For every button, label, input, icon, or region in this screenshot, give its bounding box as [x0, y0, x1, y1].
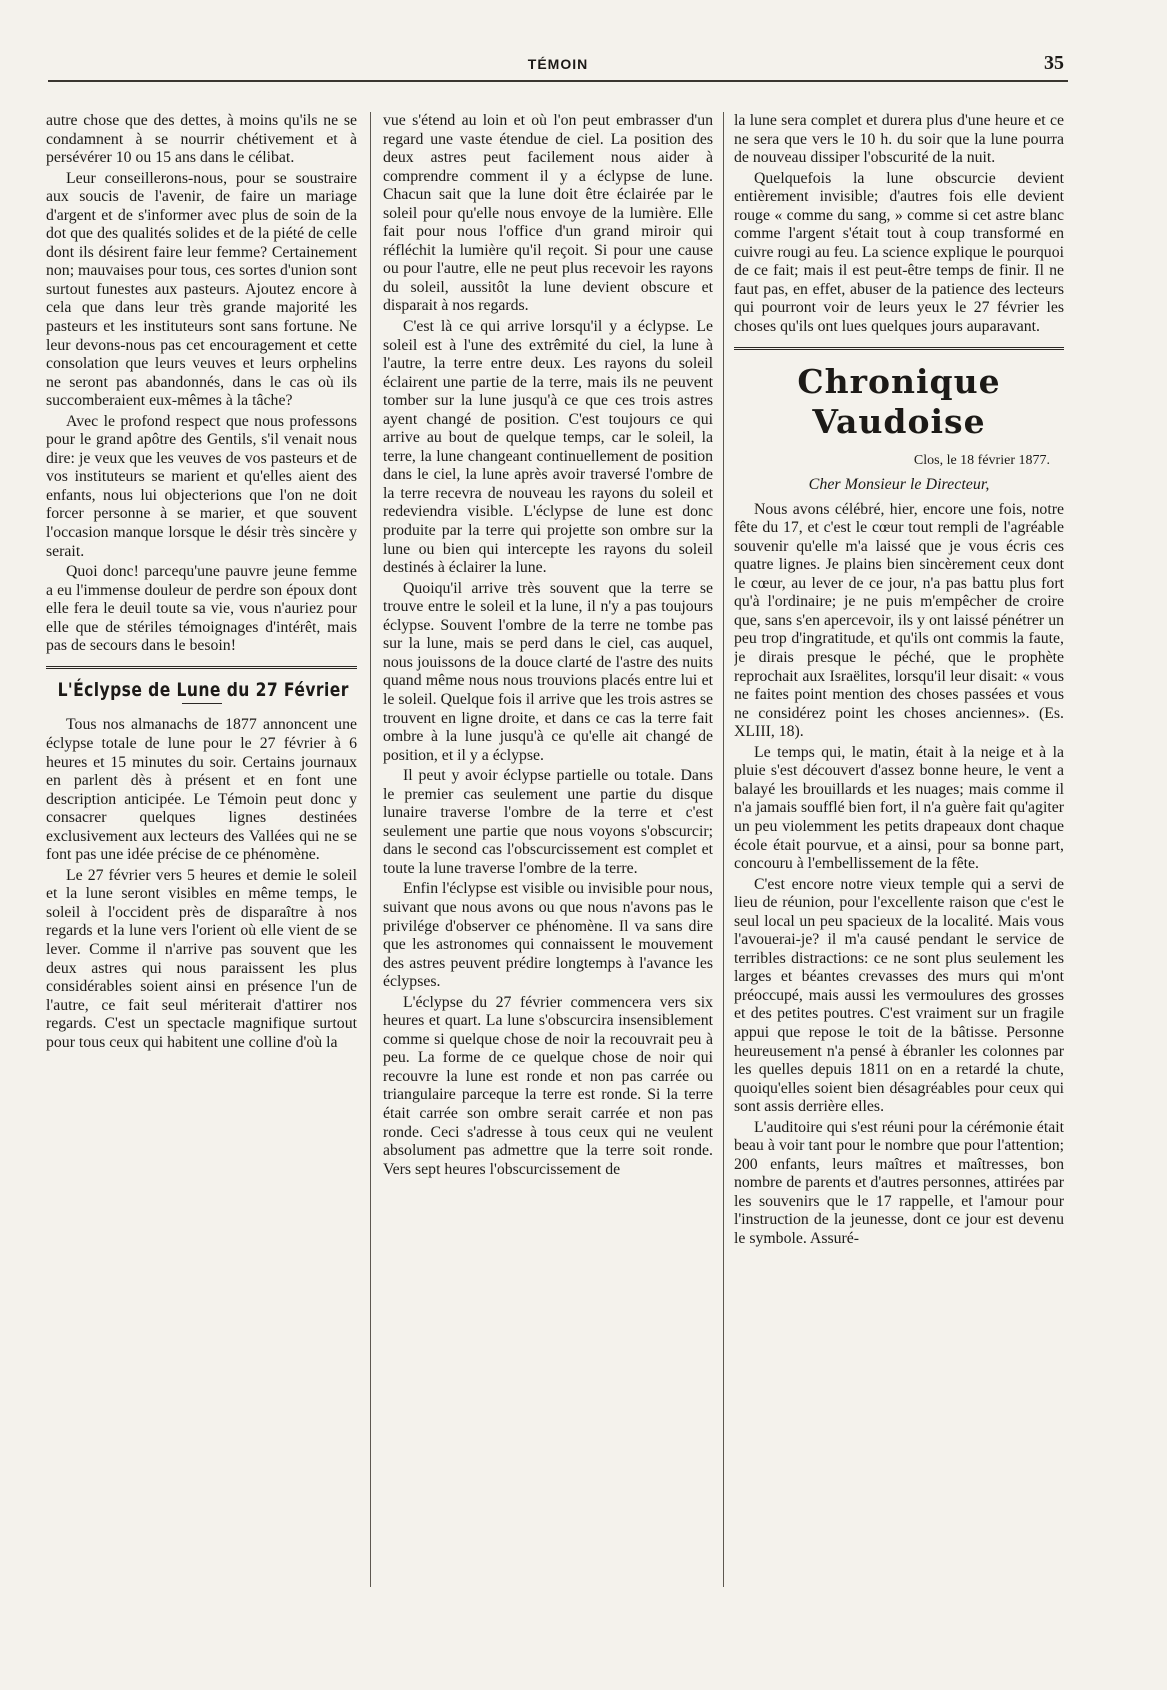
column-1: [46, 112, 357, 1672]
section-divider: [46, 666, 357, 669]
paragraph: L'auditoire qui s'est réuni pour la cérémonie était beau à voir tant pour le nombre que pour l'attention; 200 enfants, leurs maîtres et maîtresses, bon nombre de parents et d'autres personnes, attirées par les souvenirs que le 17 rappelle, et l'amour pour l'instruction de la jeunesse, dont ce jour est devenu le symbole. Assuré-: [734, 1118, 1064, 1247]
article-title: L'Éclypse de Lune du 27 Février: [57, 678, 349, 701]
paragraph: C'est là ce qui arrive lorsqu'il y a éclypse. Le soleil est à l'une des extrêmité du ciel, la lune à l'autre, la terre entre deux. Les rayons du soleil éclairent une partie de la terre, mais ils ne peuvent tomber sur la lune jusqu'à ce que ces trois astres ayent changé de position. C'est toujours ce qui arrive au bout de quelque temps, car le soleil, la terre, la lune changeant continuellement de position dans le ciel, la lune après avoir traversé l'ombre de la terre recevra de nouveau les rayons du soleil et redeviendra visible. L'éclypse de lune est donc produite par la terre qui projette son ombre sur la lune ou bien qui intercepte les rayons du soleil destinés à éclairer la lune.: [383, 318, 713, 577]
paragraph: L'éclypse du 27 février commencera vers six heures et quart. La lune s'obscurcira insensiblement comme si quelque chose de noir la recouvrait peu à peu. La forme de ce quelque chose de noir qui recouvre la lune est ronde et non pas carrée ou triangulaire parceque la terre est ronde. Si la terre était carrée son ombre serait carrée et non pas ronde. Ceci s'adresse à tous ceux qui ne veulent absolument pas admettre que la terre soit ronde. Vers sept heures l'obscurcissement de: [383, 993, 713, 1178]
paragraph: Quoiqu'il arrive très souvent que la terre se trouve entre le soleil et la lune, il n'y a pas toujours éclypse. Souvent l'ombre de la terre ne tombe pas sur la lune, mais se perd dans le ciel, cas auquel, nous jouissons de la douce clarté de l'astre des nuits quand même nous nous trouvions placés entre lui et le soleil. Quelque fois il arrive que les trois astres se trouvent en ligne droite, et dans ce cas la terre fait ombre à la lune jusqu'à ce qu'elle ait changé de position, et il y a éclypse.: [383, 579, 713, 764]
paragraph: Il peut y avoir éclypse partielle ou totale. Dans le premier cas seulement une partie du disque lunaire traverse l'ombre de la terre et c'est seulement une partie que nous voyons s'obscurcir; dans le second cas l'obscurcissement est complet et toute la lune traverse l'ombre de la terre.: [383, 767, 713, 877]
paragraph: la lune sera complet et durera plus d'une heure et ce ne sera que vers le 10 h. du soir que la lune pourra de nouveau dissiper l'obscurité de la nuit.: [734, 112, 1064, 167]
column-2: [383, 112, 713, 1672]
paragraph: Le temps qui, le matin, était à la neige et à la pluie s'est découvert d'assez bonne heure, le vent a balayé les brouillards et les nuages; mais comme il n'a jamais soufflé bien fort, il n'a guère fait qu'agiter un peu violemment les petits drapeaux dont chaque école était pourvue, et a ainsi, pour sa bonne part, concouru à l'embellissement de la fête.: [734, 743, 1064, 873]
paragraph: C'est encore notre vieux temple qui a servi de lieu de réunion, pour l'excellente raison que c'est le seul local un peu spacieux de la localité. Mais vous l'avouerai-je? il m'a causé pendant le service de terribles distractions: ce ne sont plus seulement les larges et béantes crevasses des murs qui m'ont préoccupé, mais aussi les vermoulures des grosses et des petites poutres. C'est vraiment sur un fragile appui que repose le toit de la bâtisse. Personne heureusement n'a pensé à ébranler les colonnes par les quelles depuis 1811 on en a retardé la chute, quoiqu'elles soient bien désagréables pour ceux qui sont assis derrière elles.: [734, 875, 1064, 1116]
paragraph: Enfin l'éclypse est visible ou invisible pour nous, suivant que nous avons ou que nous n'avons pas le privilége d'observer ce phénomène. Il va sans dire que les astronomes qui connaissent le mouvement des astres peuvent prédire longtemps à l'avance les éclypses.: [383, 880, 713, 991]
paragraph: Tous nos almanachs de 1877 annoncent une éclypse totale de lune pour le 27 février à 6 heures et 15 minutes du soir. Certains journaux en parlent dès à présent et en font une description anticipée. Le Témoin peut donc y consacrer quelques lignes destinées exclusivement aux lecteurs des Vallées qui ne se font pas une idée précise de ce phénomène.: [46, 716, 357, 864]
paragraph: autre chose que des dettes, à moins qu'ils ne se condamnent à se nourrir chétivement et à persévérer 10 ou 15 ans dans le célibat.: [46, 112, 357, 167]
salutation: Cher Monsieur le Directeur,: [808, 476, 990, 494]
paragraph: vue s'étend au loin et où l'on peut embrasser d'un regard une vaste étendue de ciel. La position des deux astres peut facilement nous aider à comprendre comment il y a éclypse de lune. Chacun sait que la lune doit être éclairée par le soleil pour qu'elle nous envoye de la lumière. Elle fait pour nous l'office d'un grand miroir qui réfléchit la lumière qu'il reçoit. Si pour une cause ou pour l'autre, elle ne peut plus recevoir les rayons du soleil, aussitôt la lune devient obscure et disparait à nos regards.: [383, 112, 713, 315]
column-rule: [370, 112, 371, 1587]
paragraph: Nous avons célébré, hier, encore une fois, notre fête du 17, et c'est le cœur tout rempli de l'agréable souvenir qu'elle m'a laissé que je vous écris ces quatre lignes. Je plains bien sincèrement ceux dont le cœur, au lever de ce jour, n'a pas battu plus fort qu'à l'ordinaire; je ne puis m'empêcher de croire que, sans s'en apercevoir, ils y ont laissé pénétrer un peu trop d'ingratitude, et qu'ils ont commis la faute, je dirais presque le péché, que le prophète reprochait aux Israëlites, lorsqu'il leur disait: « vous ne faites point mention des choses passées et vous ne considérez point les choses anciennes». (Es. XLIII, 18).: [734, 500, 1064, 741]
dateline: Clos, le 18 février 1877.: [913, 452, 1050, 468]
page-number: 35: [1044, 52, 1064, 74]
running-head: [48, 52, 1068, 82]
title-rule: [182, 703, 222, 704]
section-title: Chronique Vaudoise: [797, 361, 1001, 441]
running-title: TÉMOIN: [527, 56, 589, 72]
section-divider: [734, 347, 1064, 350]
column-rule: [723, 112, 724, 1587]
column-3: [734, 112, 1064, 1672]
paragraph: Quoi donc! parcequ'une pauvre jeune femme a eu l'immense douleur de perdre son époux dont elle fera le deuil toute sa vie, vous n'auriez pour elle que de stériles témoignages d'intérêt, mais pas de secours dans le besoin!: [46, 563, 357, 655]
paragraph: Quelquefois la lune obscurcie devient entièrement invisible; d'autres fois elle devient rouge « comme du sang, » comme si cet astre blanc comme l'argent s'était tout à coup transformé en cuivre rougi au feu. La science explique le pourquoi de ce fait; mais il est peut-être temps de finir. Il ne faut pas, en effet, abuser de la patience des lecteurs qui pourront voir de leurs yeux le 27 février les choses qu'ils ont lues quelques jours auparavant.: [734, 169, 1064, 336]
paragraph: Avec le profond respect que nous professons pour le grand apôtre des Gentils, s'il venait nous dire: je veux que les veuves de vos pasteurs et de vos instituteurs se marient et qu'elles aient des enfants, nous lui objecterions que l'on ne doit forcer personne à se marier, et que souvent l'occasion manque lorsque le désir très sincère y serait.: [46, 412, 357, 560]
paragraph: Le 27 février vers 5 heures et demie le soleil et la lune seront visibles en même temps, le soleil à l'occident près de disparaître à nos regards et la lune vers l'orient où elle vient de se lever. Comme il n'arrive pas souvent que les deux astres qui nous paraissent les plus considérables soient ainsi en présence l'un de l'autre, ce fait seul mériterait d'attirer nos regards. C'est un spectacle magnifique surtout pour tous ceux qui habitent une colline d'où la: [46, 866, 357, 1051]
paragraph: Leur conseillerons-nous, pour se soustraire aux soucis de l'avenir, de faire un mariage d'argent et de s'informer avec plus de soin de la dot que des qualités solides et de la piété de celle dont ils désirent faire leur femme? Certainement non; mauvaises pour tous, ces sortes d'union sont surtout funestes aux pasteurs. Ajoutez encore à cela que dans leur très grande majorité les pasteurs et les instituteurs sont sans fortune. Ne leur devons-nous pas cet encouragement et cette consolation que leurs veuves et leurs orphelins ne seront pas abandonnés, dans le cas où ils succomberaient eux-mêmes à la tâche?: [46, 169, 357, 410]
